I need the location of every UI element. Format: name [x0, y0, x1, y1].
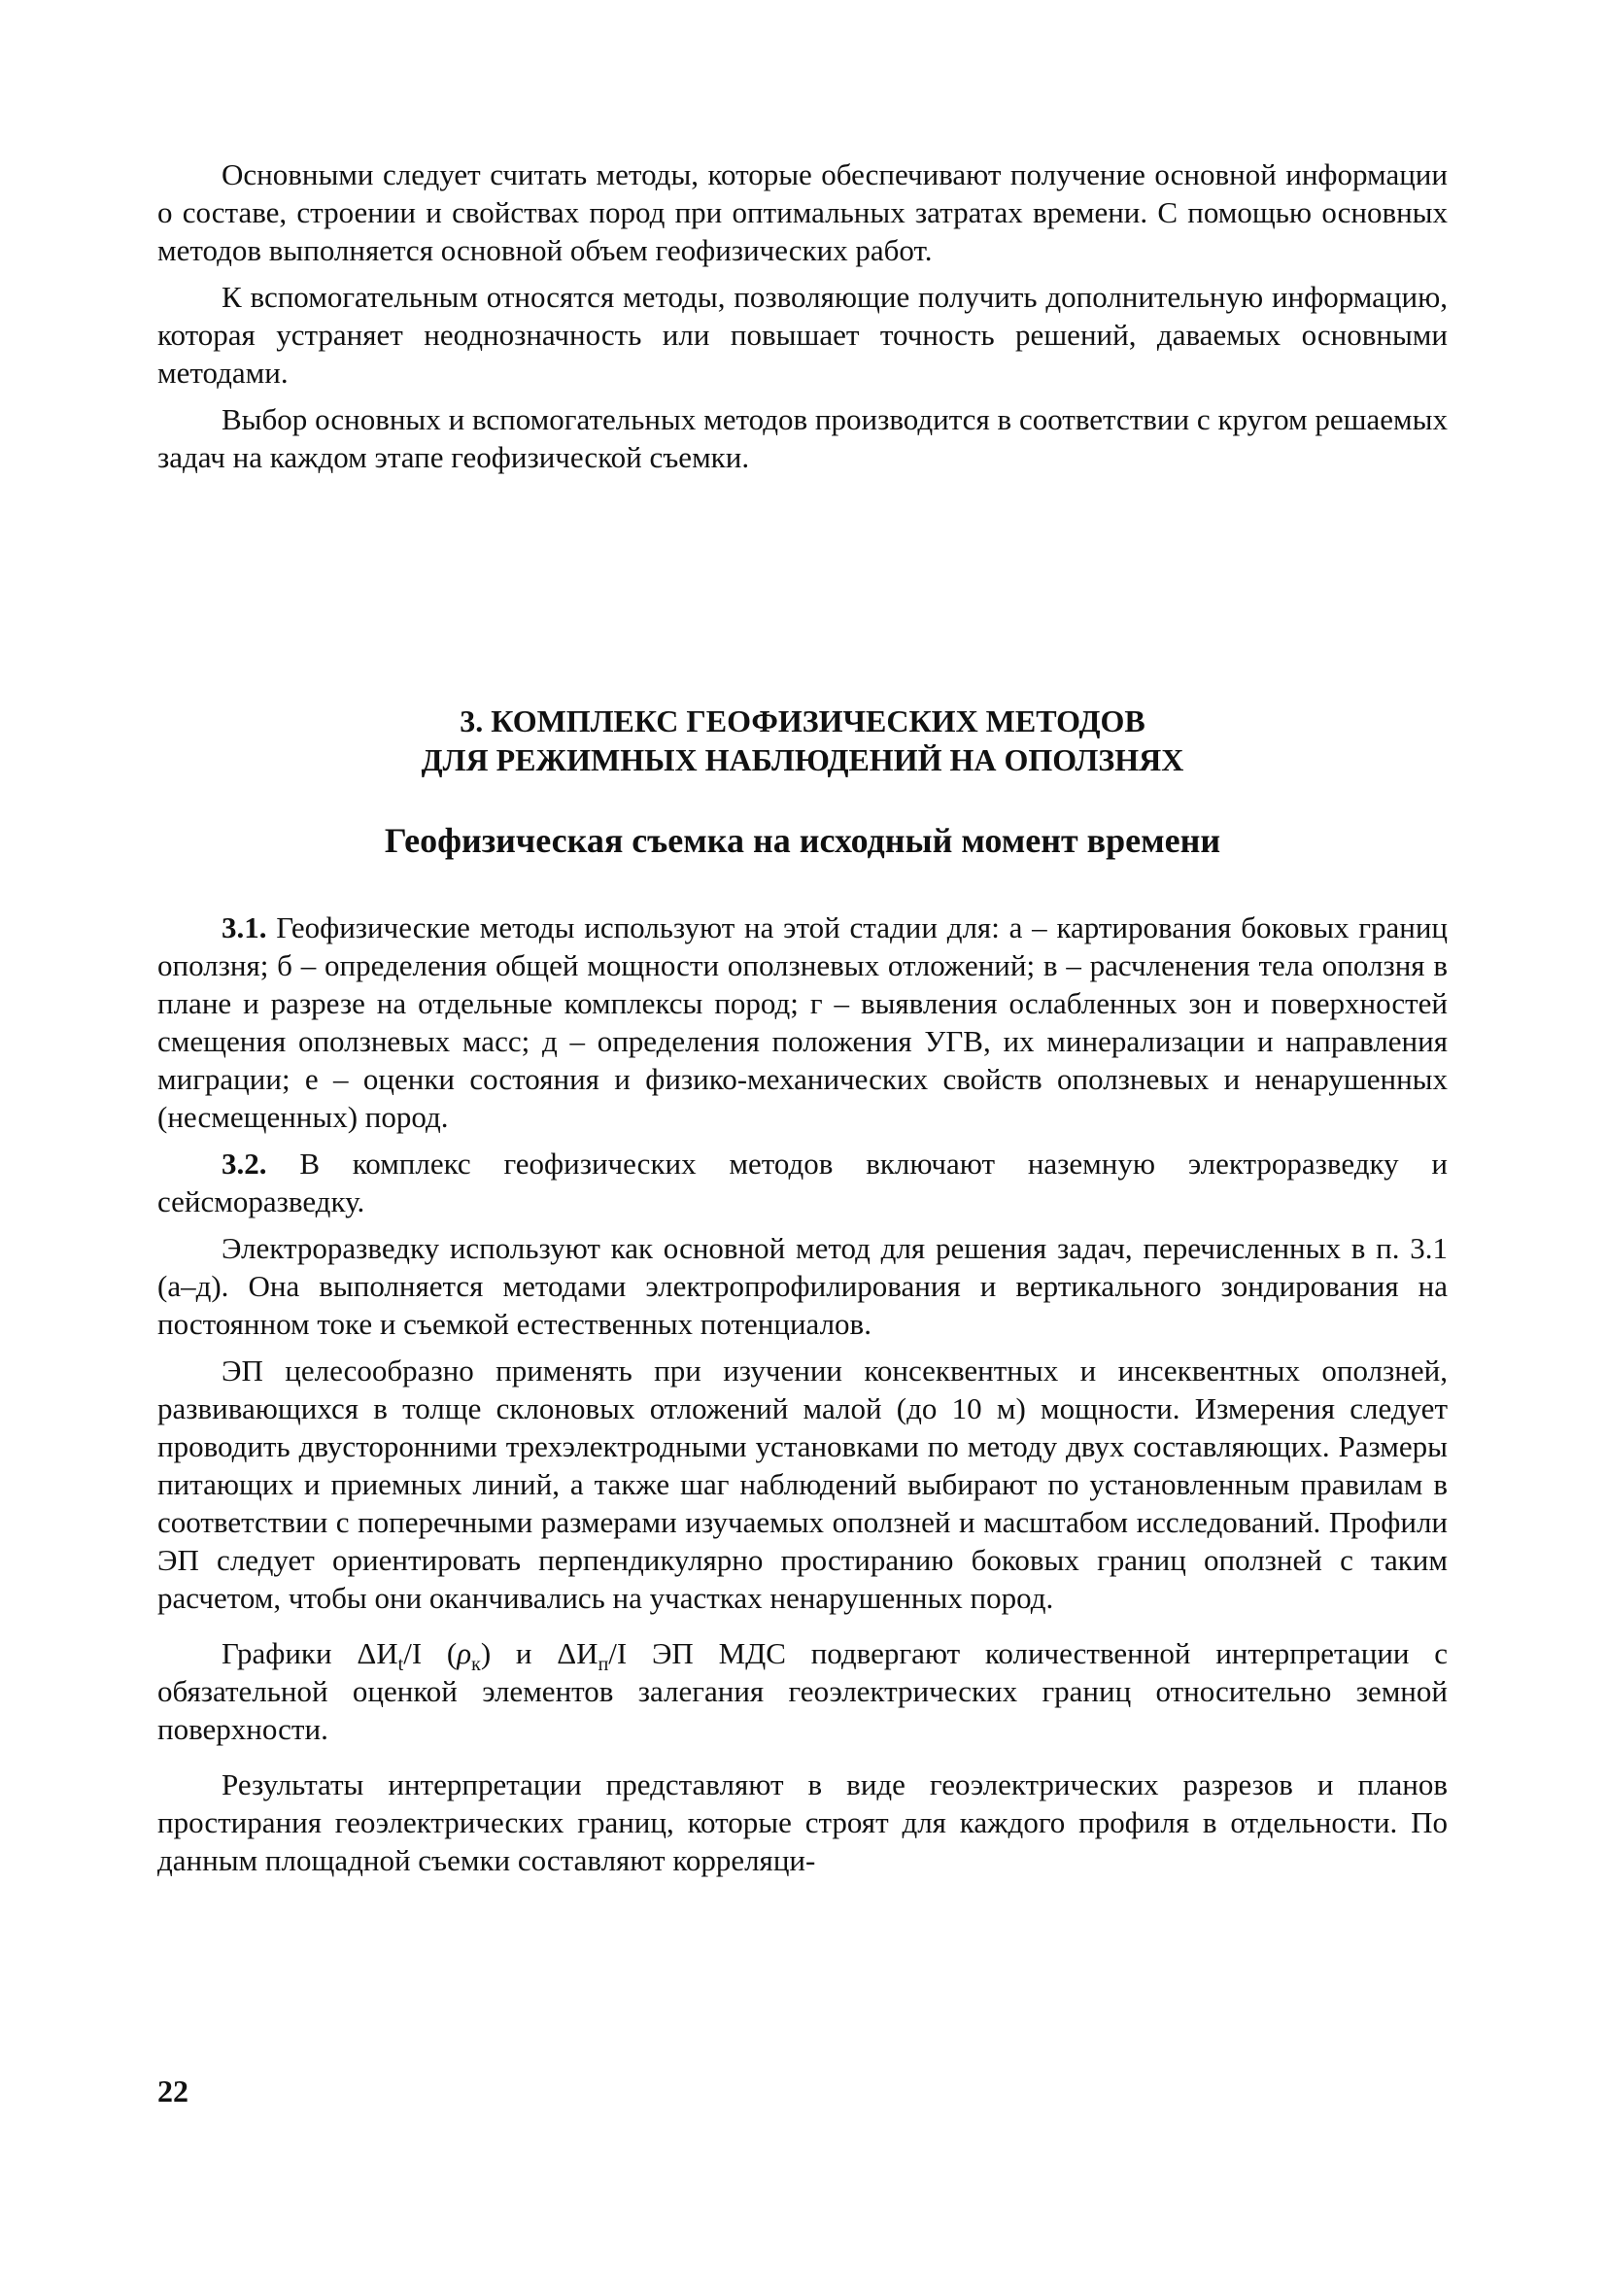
section-heading: Геофизическая съемка на исходный момент времени: [384, 821, 1221, 860]
item-3-2: [157, 1145, 1448, 1220]
paragraph-auxiliary-methods: К вспомогательным относятся методы, позволяющие получить дополнительную информацию, которая устраняет неоднозначность или повышает точность решений, даваемых основными методами.: [157, 280, 1448, 390]
paragraph-graphs: [157, 1634, 1448, 1748]
chapter-heading: [157, 702, 1448, 779]
delta-u-symbol-1: ΔИ: [357, 1636, 398, 1670]
graphs-lead: Графики: [222, 1636, 358, 1670]
subscript-p: п: [598, 1654, 609, 1676]
delta-u-symbol-2: ΔИ: [557, 1636, 598, 1670]
item-3-1: [157, 908, 1448, 1136]
page-number: 22: [157, 2073, 188, 2108]
paragraph-main-methods: Основными следует считать методы, которые обеспечивают получение основной информации о составе, строении и свойствах пород при оптимальных затратах времени. С помощью основных методов выполняется основной объем геофизических работ.: [157, 157, 1448, 267]
item-3-1-number: 3.1.: [222, 910, 267, 944]
chapter-heading-line-1: 3. КОМПЛЕКС ГЕОФИЗИЧЕСКИХ МЕТОДОВ: [460, 703, 1145, 738]
paragraph-electroprospecting: Электроразведку используют как основной метод для решения задач, перечисленных в п. 3.1 (а–д). Она выполняется методами электропрофилирования и вертикального зондирования на постоянном токе и съемкой естественных потенциалов.: [157, 1231, 1448, 1341]
subscript-k: к: [471, 1654, 481, 1676]
item-3-2-number: 3.2.: [222, 1147, 267, 1181]
paragraph-method-selection: Выбор основных и вспомогательных методов производится в соответствии с кругом решаемых задач на каждом этапе геофизической съемки.: [157, 402, 1448, 474]
intro-text: [157, 155, 1448, 476]
graphs-part-b: /I (: [403, 1636, 458, 1670]
paragraph-ep: ЭП целесообразно применять при изучении консеквентных и инсеквентных оползней, развивающихся в толще склоновых отложений малой (до 10 м) мощности. Измерения следует проводить двусторонними трехэлектродными установками по методу двух составляющих. Размеры питающих и приемных линий, а также шаг наблюдений выбирают по установленным правилам в соответствии с поперечными размерами изучаемых оползней и масштабом исследований. Профили ЭП следует ориентировать перпендикулярно простиранию боковых границ оползней с таким расчетом, чтобы они оканчивались на участках ненарушенных пород.: [157, 1354, 1448, 1615]
item-3-2-text: В комплекс геофизических методов включают наземную электроразведку и сейсморазведку.: [157, 1147, 1449, 1218]
rho-symbol: ρ: [457, 1636, 472, 1670]
item-3-1-text: Геофизические методы используют на этой стадии для: а – картирования боковых границ оползня; б – определения общей мощности оползневых отложений; в – расчленения тела оползня в плане и разрезе на отдельные комплексы пород; г – выявления ослабленных зон и поверхностей смещения оползневых масс; д – определения положения УГВ, их минерализации и направления миграции; е – оценки состояния и физико-механических свойств оползневых и ненарушенных (несмещенных) пород.: [157, 910, 1448, 1134]
main-text: [157, 908, 1448, 1879]
paragraph-results: Результаты интерпретации представляют в виде геоэлектрических разрезов и планов простирания геоэлектрических границ, которые строят для каждого профиля в отдельности. По данным площадной съемки составляют корреляци-: [157, 1767, 1448, 1877]
subscript-t: t: [397, 1654, 404, 1676]
graphs-part-c: ) и: [480, 1636, 558, 1670]
chapter-heading-line-2: ДЛЯ РЕЖИМНЫХ НАБЛЮДЕНИЙ НА ОПОЛЗНЯХ: [421, 742, 1184, 777]
graphs-part-d: /I ЭП МДС подвергают количественной интерпретации с обязательной оценкой элементов залегания геоэлектрических границ относительно земной поверхности.: [157, 1636, 1449, 1746]
